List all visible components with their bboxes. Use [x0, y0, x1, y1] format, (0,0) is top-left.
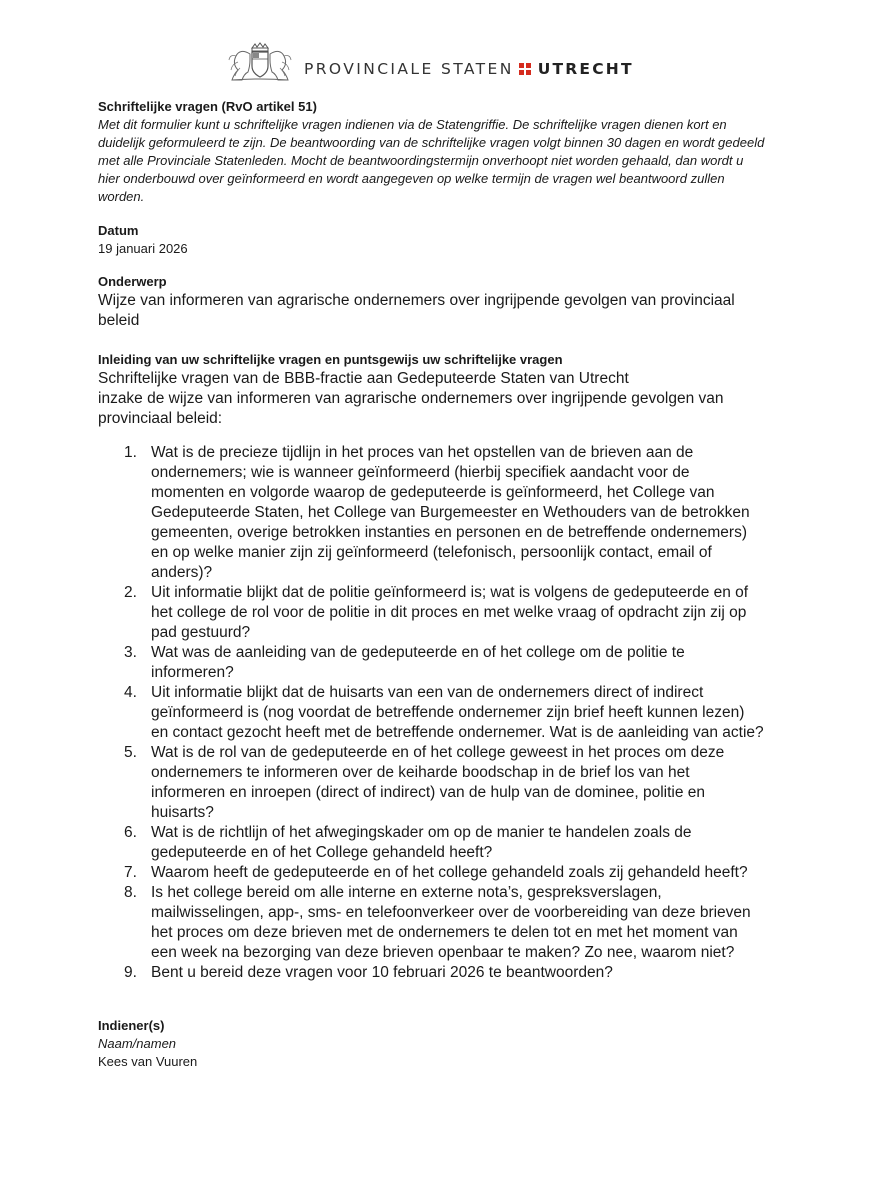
question-item — [124, 863, 764, 883]
question-text: Waarom heeft de gedeputeerde en of het college gehandeld zoals zij gehandeld heeft? — [151, 864, 748, 881]
question-number: 6. — [124, 824, 137, 841]
question-item — [124, 743, 764, 823]
document-body — [98, 98, 768, 1071]
question-item — [124, 683, 764, 743]
coat-of-arms-icon — [226, 42, 294, 82]
question-number: 5. — [124, 744, 137, 761]
submitter-label: Indiener(s) — [98, 1018, 165, 1033]
question-number: 1. — [124, 444, 137, 461]
subject-value: Wijze van informeren van agrarische ondernemers over ingrijpende gevolgen van provinciaal beleid — [98, 292, 735, 329]
question-number: 2. — [124, 584, 137, 601]
question-number: 9. — [124, 964, 137, 981]
question-text: Wat was de aanleiding van de gedeputeerde en of het college om de politie te informeren? — [151, 644, 685, 681]
question-text: Bent u bereid deze vragen voor 10 februari 2026 te beantwoorden? — [151, 964, 613, 981]
question-text: Uit informatie blijkt dat de huisarts van een van de ondernemers direct of indirect geïnformeerd is (nog voordat de betreffende ondernemer zijn brief heeft kunnen lezen) en contact gezocht heeft met de betreffende ondernemer. Wat is de aanleiding van actie? — [151, 684, 764, 741]
organization-name-part2: UTRECHT — [537, 60, 634, 78]
questions-intro-line2: inzake de wijze van informeren van agrarische ondernemers over ingrijpende gevolgen van provinciaal beleid: — [98, 390, 724, 427]
question-text: Uit informatie blijkt dat de politie geïnformeerd is; wat is volgens de gedeputeerde en of het college de rol voor de politie in dit proces en met welke vraag of opdracht zijn zij op pad gestuurd? — [151, 584, 749, 641]
question-item — [124, 883, 764, 963]
organization-name — [304, 60, 634, 78]
question-text: Wat is de precieze tijdlijn in het proces van het opstellen van de brieven aan de ondernemers; wie is wanneer geïnformeerd (hierbij specifiek aandacht voor de momenten en volgorde waarop de gedeputeerde is geïnformeerd, het College van Gedeputeerde Staten, het College van Burgemeester en Wethouders van de betrokken gemeenten, overige betrokken instanties en personen en de betreffende ondernemers) en op welke manier zijn zij geïnformeerd (telefonisch, persoonlijk contact, email of anders)? — [151, 444, 750, 581]
questions-intro-line1: Schriftelijke vragen van de BBB-fractie aan Gedeputeerde Staten van Utrecht — [98, 370, 629, 387]
question-item — [124, 643, 764, 683]
question-number: 3. — [124, 644, 137, 661]
date-label: Datum — [98, 223, 139, 238]
question-number: 7. — [124, 864, 137, 881]
question-number: 4. — [124, 684, 137, 701]
organization-name-part1: PROVINCIALE STATEN — [304, 60, 514, 78]
date-value: 19 januari 2026 — [98, 241, 188, 256]
question-item — [124, 963, 764, 983]
submitter-name: Kees van Vuuren — [98, 1054, 198, 1069]
submitter-sublabel: Naam/namen — [98, 1036, 177, 1051]
question-item — [124, 583, 764, 643]
red-grid-icon — [519, 63, 531, 75]
questions-list — [124, 443, 764, 983]
question-text: Wat is de richtlijn of het afwegingskader om op de manier te handelen zoals de gedeputeerde en of het College gehandeld heeft? — [151, 824, 692, 861]
question-item — [124, 823, 764, 863]
question-item — [124, 443, 764, 583]
letterhead — [226, 42, 656, 82]
question-text: Wat is de rol van de gedeputeerde en of het college geweest in het proces om deze ondernemers te informeren over de keiharde boodschap in de brief los van het informeren en inroepen (direct of indirect) van de hulp van de dominee, politie en huisarts? — [151, 744, 725, 821]
question-number: 8. — [124, 884, 137, 901]
form-instructions: Met dit formulier kunt u schriftelijke vragen indienen via de Statengriffie. De schriftelijke vragen dienen kort en duidelijk geformuleerd te zijn. De beantwoording van de schriftelijke vragen volgt binnen 30 dagen en wordt gedeeld met alle Provinciale Statenleden. Mocht de beantwoordingstermijn onverhoopt niet worden gehaald, dan wordt u hier onderbouwd over geïnformeerd en wordt aangegeven op welke termijn de vragen wel beantwoord zullen worden. — [98, 117, 765, 204]
subject-label: Onderwerp — [98, 274, 167, 289]
questions-section-label: Inleiding van uw schriftelijke vragen en puntsgewijs uw schriftelijke vragen — [98, 352, 563, 367]
question-text: Is het college bereid om alle interne en externe nota’s, gespreksverslagen, mailwisselingen, app-, sms- en telefoonverkeer over de voorbereiding van deze brieven het proces om deze brieven met de ondernemers te delen tot en met het moment van een week na bezorging van deze brieven openbaar te maken? Zo nee, waarom niet? — [151, 884, 751, 961]
form-title: Schriftelijke vragen (RvO artikel 51) — [98, 99, 317, 114]
